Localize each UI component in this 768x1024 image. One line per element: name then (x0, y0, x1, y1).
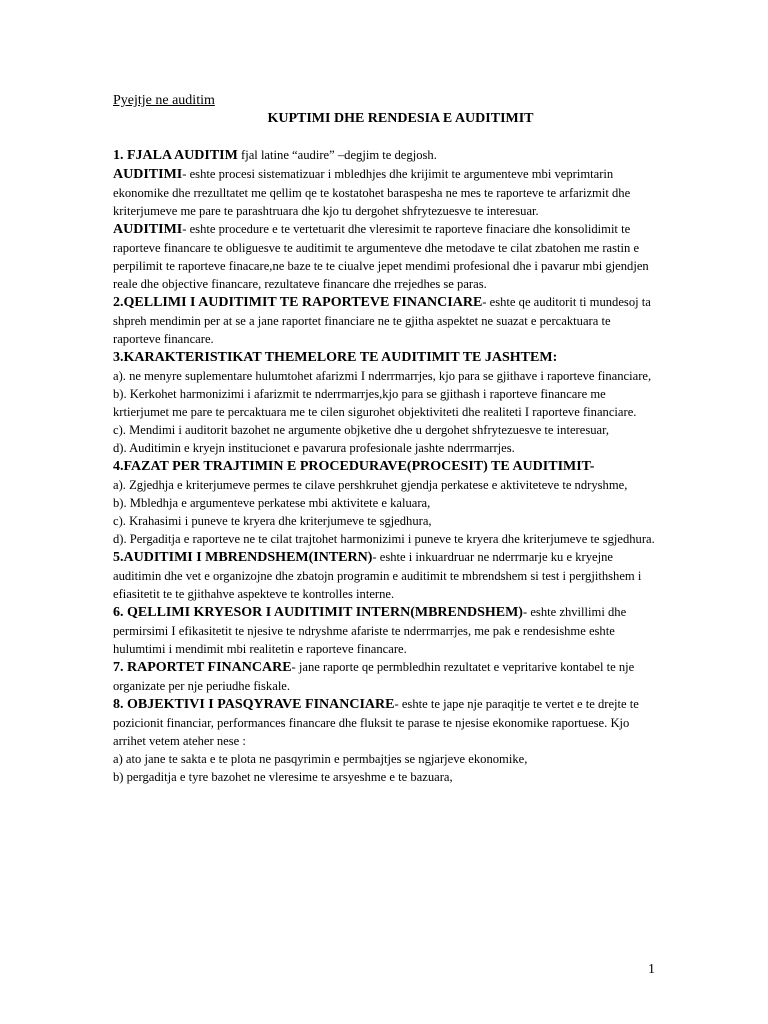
paragraph (113, 457, 658, 476)
paragraph-heading: 2.QELLIMI I AUDITIMIT TE RAPORTEVE FINANCIARE (113, 295, 483, 310)
paragraph (113, 548, 658, 603)
paragraph-heading: 8. OBJEKTIVI I PASQYRAVE FINANCIARE (113, 697, 395, 712)
paragraph (113, 220, 658, 293)
paragraph-text: b). Mbledhja e argumenteve perkatese mbi aktivitete e kaluara, (113, 496, 431, 510)
document-title: KUPTIMI DHE RENDESIA E AUDITIMIT (267, 111, 534, 126)
document-body (113, 92, 658, 786)
paragraph (113, 146, 658, 165)
paragraph (113, 439, 658, 457)
paragraph-text: a) ato jane te sakta e te plota ne pasqyrimin e permbajtjes se ngjarjeve ekonomike, (113, 752, 528, 766)
paragraph-text: c). Krahasimi i puneve te kryera dhe kriterjumeve te sgjedhura, (113, 514, 432, 528)
paragraph (113, 476, 658, 494)
paragraph (113, 293, 658, 348)
paragraph-heading: AUDITIMI (113, 167, 183, 182)
paragraph-text: a). Zgjedhja e kriterjumeve permes te cilave pershkruhet gjendja perkatese e aktiviteteve te ndryshme, (113, 478, 628, 492)
paragraph (113, 421, 658, 439)
paragraph (113, 348, 658, 367)
paragraph-heading: 5.AUDITIMI I MBRENDSHEM(INTERN) (113, 550, 373, 565)
spacer (113, 128, 658, 146)
paragraph-heading: 4.FAZAT PER TRAJTIMIN E PROCEDURAVE(PROCESIT) TE AUDITIMIT- (113, 459, 595, 474)
paragraph (113, 695, 658, 750)
paragraph (113, 750, 658, 768)
paragraph-text: - jane raporte qe permbledhin rezultatet e vepritarive kontabel te nje organizate per nje periudhe fiskale. (113, 660, 635, 693)
paragraph-heading: 7. RAPORTET FINANCARE (113, 660, 292, 675)
paragraph-text: c). Mendimi i auditorit bazohet ne argumente objketive dhe u dergohet shfrytezuesve te interesuar, (113, 423, 609, 437)
header-link[interactable]: Pyejtje ne auditim (113, 93, 215, 108)
paragraph (113, 494, 658, 512)
page-number: 1 (648, 962, 655, 977)
paragraph-heading: AUDITIMI (113, 222, 183, 237)
paragraph-text: b) pergaditja e tyre bazohet ne vleresime te arsyeshme e te bazuara, (113, 770, 453, 784)
paragraph (113, 530, 658, 548)
paragraph-text: b). Kerkohet harmonizimi i afarizmit te nderrmarrjes,kjo para se gjithash i raporteve financare me krtierjumet me pare te percaktuara me te cilen sigurohet objektiviteti dhe realiteti I raporteve financiare. (113, 387, 637, 419)
paragraph (113, 165, 658, 220)
paragraph (113, 385, 658, 421)
paragraph-text: - eshte zhvillimi dhe permirsimi I efikasitetit te njesive te ndryshme afariste te nderrmarrjes, me pak e rendesishme eshte hulumtimi i mendimit mbi realitetin e raporteve financare. (113, 605, 627, 656)
paragraph (113, 603, 658, 658)
paragraph (113, 512, 658, 530)
paragraph (113, 367, 658, 385)
paragraph-text: fjal latine “audire” –degjim te degjosh. (237, 148, 437, 162)
paragraph-list (113, 146, 658, 786)
paragraph-heading: 6. QELLIMI KRYESOR I AUDITIMIT INTERN(MBRENDSHEM) (113, 605, 523, 620)
paragraph (113, 658, 658, 695)
paragraph-heading: 1. FJALA AUDITIM (113, 148, 238, 163)
paragraph-text: d). Pergaditja e raporteve ne te cilat trajtohet harmonizimi i puneve te kryera dhe kriterjumeve te sgjedhura. (113, 532, 655, 546)
paragraph-text: - eshte te jape nje paraqitje te vertet e te drejte te pozicionit financiar, performances financare dhe fluksit te parase te njesise ekonomike raportuese. Kjo arrihet vetem ateher nese : (113, 697, 639, 748)
paragraph-text: - eshte qe auditorit ti mundesoj ta shpreh mendimin per at se a jane raportet financiare ne te gjitha aspektet ne suazat e percaktuara te raporteve financare. (113, 295, 651, 346)
paragraph-text: d). Auditimin e kryejn institucionet e pavarura profesionale jashte nderrmarrjes. (113, 441, 515, 455)
paragraph-text: - eshte procesi sistematizuar i mbledhjes dhe krijimit te argumenteve mbi veprimtarin ekonomike dhe rrezulltatet me qellim qe te kostatohet baraspesha ne mes te raporteve te arfarizmit dhe kriterjumeve me pare te parashtruara dhe kjo tu dergohet shfrytezuesve te interesuar. (113, 167, 631, 218)
paragraph-heading: 3.KARAKTERISTIKAT THEMELORE TE AUDITIMIT TE JASHTEM: (113, 350, 558, 365)
paragraph (113, 768, 658, 786)
paragraph-text: - eshte procedure e te vertetuarit dhe vleresimit te raporteve finaciare dhe konsolidimit te raporteve financare te obliguesve te auditimit te argumenteve dhe metodave te cilat zbatohen me rastin e perpilimit te raporteve finacare,ne baze te te ciualve jepet mendimi profesional dhe i pavarur mbi gjendjen reale dhe objective financare, rezultateve financare dhe rrejedhes se paras. (113, 222, 649, 291)
paragraph-text: - eshte i inkuardruar ne nderrmarje ku e kryejne auditimin dhe vet e organizojne dhe zbatojn programin e auditimit te mbrendshem si test i pergjithshem i efiasitetit te te gjithahve aspekteve te kontrolles interne. (113, 550, 642, 601)
paragraph-text: a). ne menyre suplementare hulumtohet afarizmi I nderrmarrjes, kjo para se gjithave i raporteve financiare, (113, 369, 652, 383)
